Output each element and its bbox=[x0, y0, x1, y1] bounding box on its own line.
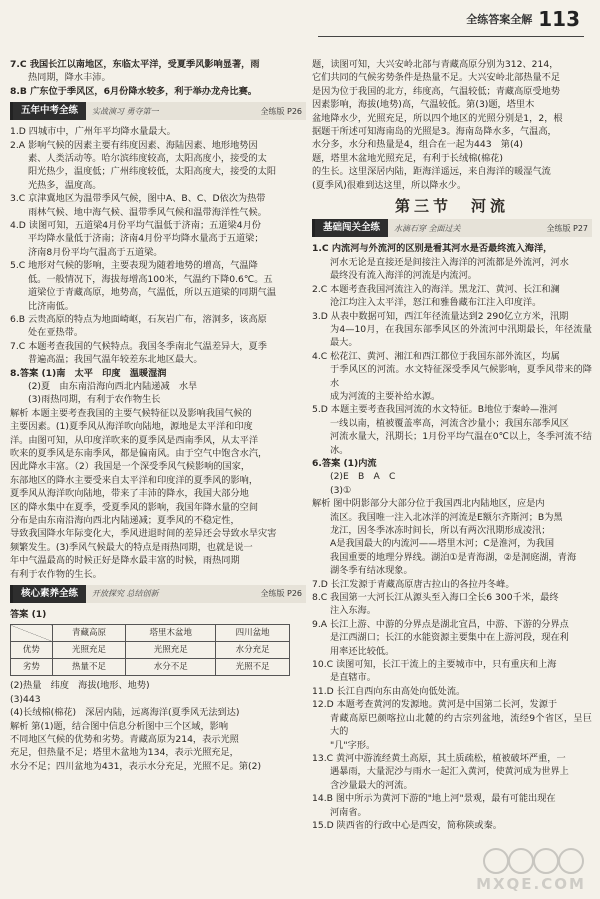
text-line: 解析 图中阴影部分大部分位于我国西北内陆地区，应是内 bbox=[312, 498, 545, 510]
text-line: 龙江，因冬季冰冻时间长，所以有两次汛期形成凌汛； bbox=[330, 525, 551, 536]
text-line: 流区。我国唯一注入北冰洋的河流是E额尔齐斯河；B为黑 bbox=[330, 511, 563, 523]
text-line: 热同期，降水丰沛。 bbox=[28, 72, 111, 84]
text-line: 河南省。 bbox=[330, 806, 367, 818]
text-line: 据题干所述可知海南岛的光照是3。海南岛降水多，气温高， bbox=[312, 126, 557, 138]
text-line: 7.C 本题考查我国的气候特点。我国冬季南北气温差异大，夏季 bbox=[10, 340, 267, 352]
text-line: 8.C 我国第一大河长江从源头至入海口全长6 300千米，最终 bbox=[312, 592, 559, 604]
section-tag: 核心素养全练 bbox=[13, 585, 86, 603]
text-line: 充足，但热量不足；塔里木盆地为134，表示光照充足， bbox=[10, 747, 239, 759]
text-line: 雨林气候、地中海气候、温带季风气候和温带海洋性气候。 bbox=[28, 206, 267, 218]
text-line: 的生长。这里深居内陆，距海洋遥远，来自海洋的暖湿气流 bbox=[312, 166, 551, 178]
text-line: 11.D 长江自西向东由高处向低处流。 bbox=[312, 685, 466, 697]
text-line: 题，读图可知，大兴安岭北部与青藏高原分别为312、214， bbox=[312, 59, 559, 70]
table-row bbox=[11, 642, 290, 659]
table-row bbox=[11, 659, 290, 676]
text-line: 12.D 本题考查黄河的发源地。黄河是中国第二长河，发源于 bbox=[312, 699, 558, 711]
text-line: 13.C 黄河中游流经黄土高原，其土质疏松，植被破坏严重，一 bbox=[312, 752, 566, 764]
text-line: 因素影响，海拔(地势)高，气温较低。第(3)题，塔里木 bbox=[312, 99, 535, 111]
text-line: 9.A 长江上游、中游的分界点是湖北宜昌，中游、下游的分界点 bbox=[312, 618, 569, 630]
text-line: "几"字形。 bbox=[330, 739, 376, 751]
text-line: 光热多，温度高。 bbox=[28, 179, 102, 191]
text-line: 年中气温最高的时候正好是降水最丰富的时候，雨热同期 bbox=[10, 555, 240, 567]
header-title: 全练答案全解 bbox=[466, 13, 533, 27]
text-line: 成为河流的主要补给水源。 bbox=[330, 390, 441, 402]
table-cell: 水分不足 bbox=[126, 659, 216, 676]
comparison-table bbox=[10, 624, 290, 676]
text-line: (2)夏 由东南沿海向西北内陆递减 水旱 bbox=[28, 380, 198, 392]
text-line: (3)① bbox=[330, 484, 352, 496]
text-line: 水分多，水分和热量是4，组合在一起为443 第(4) bbox=[312, 139, 523, 151]
text-line: 一线以南，植被覆盖率高，河流含沙量小；我国东部季风区 bbox=[330, 417, 569, 429]
text-line: (3)443 bbox=[10, 693, 41, 705]
text-line: 比济南低。 bbox=[28, 300, 74, 312]
left-column bbox=[10, 58, 306, 773]
table-cell: 水分充足 bbox=[216, 642, 290, 659]
text-line: 导致我国降水年际变化大，季风进退时间的差异还会导致水旱灾害 bbox=[10, 528, 277, 540]
text-line: 1.D 四城市中，广州年平均降水量最大。 bbox=[10, 126, 176, 138]
section-ref: 全练版 P27 bbox=[546, 223, 588, 233]
text-line: 主要因素。(1)夏季风从海洋吹向陆地，源地是太平洋和印度 bbox=[10, 421, 253, 433]
text-line: 是江西湖口；长江的水能资源主要集中在上游河段，现在利 bbox=[330, 632, 569, 644]
text-line: 是因为位于我国的北方，纬度高，气温较低；青藏高原受地势 bbox=[312, 85, 561, 97]
section-banner-basic bbox=[312, 219, 592, 237]
section-subtitle: 开放探究 总结创新 bbox=[92, 589, 159, 599]
section-banner-exam bbox=[10, 102, 306, 120]
text-line: 解析 第(1)题，结合图中信息分析图中三个区域，影响 bbox=[10, 720, 229, 732]
right-column bbox=[312, 58, 592, 832]
text-line: 沧江均注入太平洋，怒江和雅鲁藏布江注入印度洋。 bbox=[330, 297, 542, 309]
section-subtitle: 实战演习 勇夺第一 bbox=[92, 106, 159, 116]
text-line: 河水无论是直接还是间接注入海洋的河流都是外流河，河水 bbox=[330, 256, 569, 268]
text-line: 6.答案 (1)内流 bbox=[312, 457, 377, 469]
table-corner-cell bbox=[11, 625, 53, 642]
text-line: (夏季风)很难到达这里，所以降水少。 bbox=[312, 179, 467, 191]
text-line: 洋。由图可知，从印度洋吹来的夏季风是西南季风，从太平洋 bbox=[10, 434, 259, 446]
text-line: 不同地区气候的优势和劣势。青藏高原为214，表示光照 bbox=[10, 734, 239, 746]
text-line: 注入东海。 bbox=[330, 605, 376, 617]
text-line: 2.A 影响气候的因素主要有纬度因素、海陆因素、地形地势因 bbox=[10, 139, 258, 151]
page-number: 113 bbox=[538, 7, 580, 32]
section-subtitle: 水滴石穿 全面过关 bbox=[394, 223, 461, 233]
text-line: 用率还比较低。 bbox=[330, 645, 395, 657]
text-line: 遇暴雨，大量泥沙与雨水一起汇入黄河，使黄河成为世界上 bbox=[330, 766, 569, 778]
page-header bbox=[466, 6, 580, 34]
text-line: 道梁位于青藏高原，地势高，气温低，所以五道梁的同期气温 bbox=[28, 287, 277, 299]
section-ref: 全练版 P26 bbox=[260, 106, 302, 116]
text-line: A是我国最大的内流河——塔里木河；C是淮河，为我国 bbox=[330, 538, 555, 550]
text-line: 2.C 本题考查我国河流注入的海洋。黑龙江、黄河、长江和澜 bbox=[312, 283, 560, 295]
text-line: 为4—10月，在我国东部季风区的外流河中汛期最长，年径流量最大。 bbox=[330, 323, 592, 349]
table-header-cell: 塔里木盆地 bbox=[126, 625, 216, 642]
text-line: 6.B 云贵高原的特点为地面崎岖，石灰岩广布，溶洞多，该高原 bbox=[10, 313, 267, 325]
text-line: 吹来的夏季风是东南季风，都是偏南风。由于空气中饱含水汽， bbox=[10, 447, 268, 459]
text-line: 7.C 我国长江以南地区，东临太平洋，受夏季风影响显著，雨 bbox=[10, 59, 260, 70]
text-line: 题，塔里木盆地光照充足，有利于长绒棉(棉花) bbox=[312, 152, 503, 164]
text-line: 8.答案 (1)南 太平 印度 温暖湿润 bbox=[10, 367, 167, 379]
table-row bbox=[11, 625, 290, 642]
text-line: 1.C 内流河与外流河的区别是看其河水是否最终流入海洋， bbox=[312, 243, 553, 255]
table-cell: 光照不足 bbox=[216, 659, 290, 676]
text-line: 夏季风从海洋吹向陆地，带来了丰沛的降水，我国大部分地 bbox=[10, 488, 249, 500]
text-line: 分布是由东南沿海向西北内陆递减；夏季风的不稳定性， bbox=[10, 515, 240, 526]
text-line: 5.D 本题主要考查我国河流的水文特征。B地位于秦岭—淮河 bbox=[312, 404, 558, 416]
table-cell: 劣势 bbox=[11, 659, 53, 676]
text-line: 14.B 图中所示为黄河下游的"地上河"景观，最有可能出现在 bbox=[312, 793, 556, 805]
text-line: 青藏高原巴颜喀拉山北麓的约古宗列盆地，流经9个省区，呈巨大的 bbox=[330, 712, 592, 738]
text-line: 5.C 地形对气候的影响，主要表现为随着地势的增高，气温降 bbox=[10, 260, 258, 272]
text-line: 平均降水量低于济南；济南4月份平均降水量高于五道梁； bbox=[28, 233, 264, 245]
text-line: 普遍高温；我国气温年较差东北地区最大。 bbox=[28, 354, 203, 366]
text-line: 济南8月份平均气温高于五道梁。 bbox=[28, 246, 163, 258]
text-line: 于季风区的河流。水文特征深受季风气候影响，夏季风带来的降水 bbox=[330, 364, 592, 389]
section-title: 第三节 河流 bbox=[394, 197, 509, 216]
text-line: 素、人类活动等。哈尔滨纬度较高，太阳高度小，接受的太 bbox=[28, 153, 267, 165]
text-line: 河流水量大，汛期长；1月份平均气温在0℃以上，冬季河流不结冰。 bbox=[330, 431, 592, 456]
text-line: 3.D 从表中数据可知，西江年径流量达到2 290亿立方米，汛期 bbox=[312, 310, 569, 322]
text-line: 有利于农作物的生长。 bbox=[10, 568, 102, 580]
text-line: 阳光热少，温度低；广州纬度较低，太阳高度大，接受的太阳 bbox=[28, 166, 277, 178]
text-line: (3)雨热同期，有利于农作物生长 bbox=[28, 394, 161, 406]
text-line: (4)长绒棉(棉花) 深居内陆，远离海洋(夏季风无法到达) bbox=[10, 707, 240, 719]
text-line: 频繁发生。(3)季风气候最大的特点是雨热同期，也就是说一 bbox=[10, 541, 253, 553]
text-line: 15.D 陕西省的行政中心是西安，简称陕或秦。 bbox=[312, 819, 502, 831]
text-line: 3.C 京津冀地区为温带季风气候，图中A、B、C、D依次为热带 bbox=[10, 193, 266, 205]
watermark-logo bbox=[476, 845, 586, 891]
table-header-cell: 青藏高原 bbox=[52, 625, 126, 642]
table-cell: 光照充足 bbox=[52, 642, 126, 659]
text-line: 东部地区的降水主要受来自太平洋和印度洋的夏季风的影响， bbox=[10, 474, 259, 486]
text-line: 最终没有流入海洋的河流是内流河。 bbox=[330, 270, 477, 282]
text-line: 答案 (1) bbox=[10, 609, 47, 621]
text-line: 8.B 广东位于季风区，6月份降水较多，利于举办龙舟比赛。 bbox=[10, 85, 257, 97]
text-line: 7.D 长江发源于青藏高原唐古拉山的各拉丹冬峰。 bbox=[312, 578, 515, 590]
table-header-cell: 四川盆地 bbox=[216, 625, 290, 642]
table-cell: 优势 bbox=[11, 642, 53, 659]
table-cell: 光照充足 bbox=[126, 642, 216, 659]
section-banner-core bbox=[10, 585, 306, 603]
text-line: (2)E B A C bbox=[330, 471, 396, 483]
section-tag: 五年中考全练 bbox=[13, 102, 86, 120]
table-cell: 热量不足 bbox=[52, 659, 126, 676]
text-line: 含沙量最大的河流。 bbox=[330, 779, 413, 791]
text-line: 区的降水集中在夏季，受夏季风的影响，我国年降水量的空间 bbox=[10, 501, 259, 513]
text-line: 湖冬季有结冰现象。 bbox=[330, 565, 413, 577]
text-line: (2)热量 纬度 海拔(地形、地势) bbox=[10, 680, 150, 692]
text-line: 盆地降水少，光照充足，所以四个地区的光照分别是1，2，根 bbox=[312, 112, 563, 124]
text-line: 我国重要的地理分界线。湖泊①是青海湖，②是洞庭湖，青海 bbox=[330, 551, 577, 563]
header-rule bbox=[318, 36, 584, 37]
watermark-text: MXQE.COM bbox=[476, 874, 586, 893]
text-line: 因此降水丰富。（2）我国是一个深受季风气候影响的国家， bbox=[10, 461, 251, 473]
section-ref: 全练版 P26 bbox=[260, 589, 302, 599]
text-line: 水分不足；四川盆地为431，表示水分充足，光照不足。第(2) bbox=[10, 760, 262, 772]
text-line: 4.D 读图可知，五道梁4月份平均气温低于济南；五道梁4月份 bbox=[10, 220, 261, 232]
text-line: 它们共同的气候劣势条件是热量不足。大兴安岭北部热量不足 bbox=[312, 72, 561, 84]
text-line: 是直辖市。 bbox=[330, 672, 376, 684]
text-line: 低。一般情况下，海拔每增高100米，气温约下降0.6℃。五 bbox=[28, 273, 273, 285]
text-line: 处在亚热带。 bbox=[28, 327, 84, 339]
text-line: 10.C 读图可知，长江干流上的主要城市中，只有重庆和上海 bbox=[312, 659, 557, 671]
text-line: 4.C 松花江、黄河、湘江和西江都位于我国东部外流区，均属 bbox=[312, 350, 560, 362]
text-line: 解析 本题主要考查我国的主要气候特征以及影响我国气候的 bbox=[10, 407, 252, 419]
section-tag: 基础闯关全练 bbox=[315, 219, 388, 237]
